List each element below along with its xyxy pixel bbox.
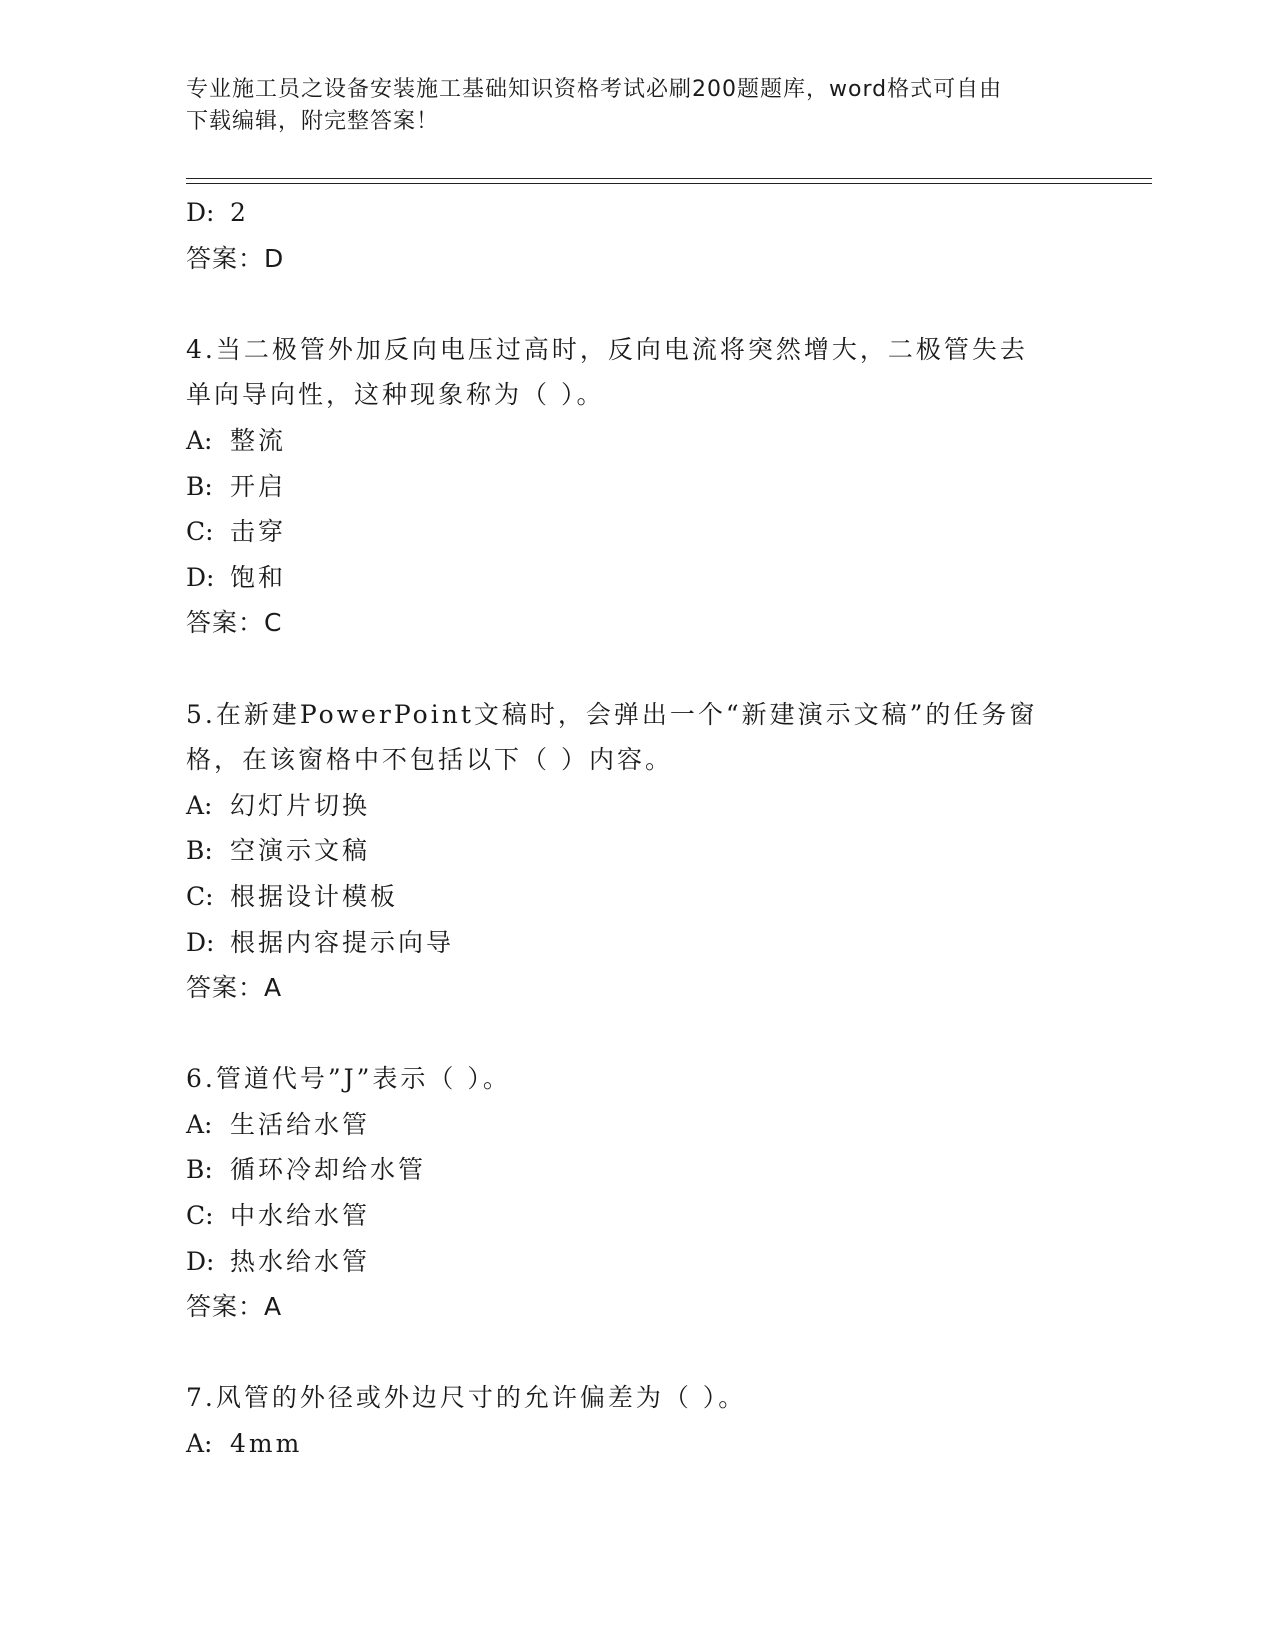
- option-text: 循环冷却给水管: [230, 1155, 427, 1185]
- option-item: [186, 1102, 1086, 1148]
- option-item: [186, 920, 1086, 966]
- option-letter: C:: [186, 517, 214, 547]
- option-text: 根据设计模板: [230, 881, 399, 911]
- option-letter: D:: [186, 562, 215, 592]
- option-item: [186, 190, 1086, 236]
- option-letter: A:: [186, 1109, 213, 1139]
- question-text-line: 4.当二极管外加反向电压过高时，反向电流将突然增大，二极管失去: [186, 334, 1028, 364]
- header-divider-bottom: [186, 183, 1152, 184]
- block-spacer: [186, 646, 1086, 692]
- question-text-line: 7.风管的外径或外边尺寸的允许偏差为（ ）。: [186, 1383, 747, 1413]
- option-text: 2: [230, 198, 249, 227]
- option-letter: A:: [186, 425, 213, 455]
- option-item: [186, 509, 1086, 555]
- option-letter: D:: [186, 198, 215, 227]
- option-letter: B:: [186, 836, 213, 866]
- option-letter: B:: [186, 1155, 213, 1185]
- option-text: 击穿: [230, 517, 287, 547]
- option-letter: C:: [186, 1201, 214, 1231]
- question-content: [186, 190, 1086, 1467]
- option-text: 饱和: [230, 562, 287, 592]
- question-block: [186, 1056, 1086, 1330]
- answer-line: 答案：A: [186, 973, 283, 1003]
- option-item: [186, 783, 1086, 829]
- block-spacer: [186, 1330, 1086, 1376]
- option-letter: D:: [186, 1246, 215, 1276]
- question-text-line: 6.管道代号”J”表示（ ）。: [186, 1064, 511, 1094]
- page-header: [186, 74, 1086, 138]
- option-text: 整流: [230, 425, 287, 455]
- option-text: 开启: [230, 471, 287, 501]
- question-block: [186, 692, 1086, 1011]
- continuation-block: [186, 190, 1086, 281]
- block-spacer: [186, 281, 1086, 327]
- question-text-line: 格，在该窗格中不包括以下（ ）内容。: [186, 745, 673, 775]
- option-text: 幻灯片切换: [230, 790, 371, 820]
- option-letter: A:: [186, 790, 213, 820]
- option-item: [186, 874, 1086, 920]
- option-text: 热水给水管: [230, 1246, 371, 1276]
- option-item: [186, 555, 1086, 601]
- question-block: [186, 327, 1086, 646]
- option-item: [186, 1239, 1086, 1285]
- option-item: [186, 418, 1086, 464]
- question-text-line: 单向导向性，这种现象称为（ ）。: [186, 380, 605, 410]
- answer-line: 答案：A: [186, 1292, 283, 1322]
- option-item: [186, 828, 1086, 874]
- header-divider-top: [186, 178, 1152, 179]
- option-item: [186, 1421, 1086, 1467]
- header-line-1: 专业施工员之设备安装施工基础知识资格考试必刷200题题库，word格式可自由: [186, 77, 1003, 102]
- header-line-2: 下载编辑，附完整答案！: [186, 109, 440, 134]
- option-text: 空演示文稿: [230, 836, 371, 866]
- option-item: [186, 1193, 1086, 1239]
- option-letter: B:: [186, 471, 213, 501]
- option-letter: D:: [186, 927, 215, 957]
- option-text: 中水给水管: [230, 1201, 371, 1231]
- question-text-line: 5.在新建PowerPoint文稿时，会弹出一个“新建演示文稿”的任务窗: [186, 699, 1038, 729]
- option-item: [186, 1147, 1086, 1193]
- option-text: 根据内容提示向导: [230, 927, 455, 957]
- option-text: 4mm: [230, 1429, 303, 1459]
- option-item: [186, 464, 1086, 510]
- answer-line: 答案：C: [186, 608, 283, 638]
- question-block: [186, 1375, 1086, 1466]
- option-letter: A:: [186, 1429, 213, 1459]
- option-text: 生活给水管: [230, 1109, 371, 1139]
- block-spacer: [186, 1011, 1086, 1057]
- answer-line: 答案：D: [186, 243, 285, 273]
- option-letter: C:: [186, 881, 214, 911]
